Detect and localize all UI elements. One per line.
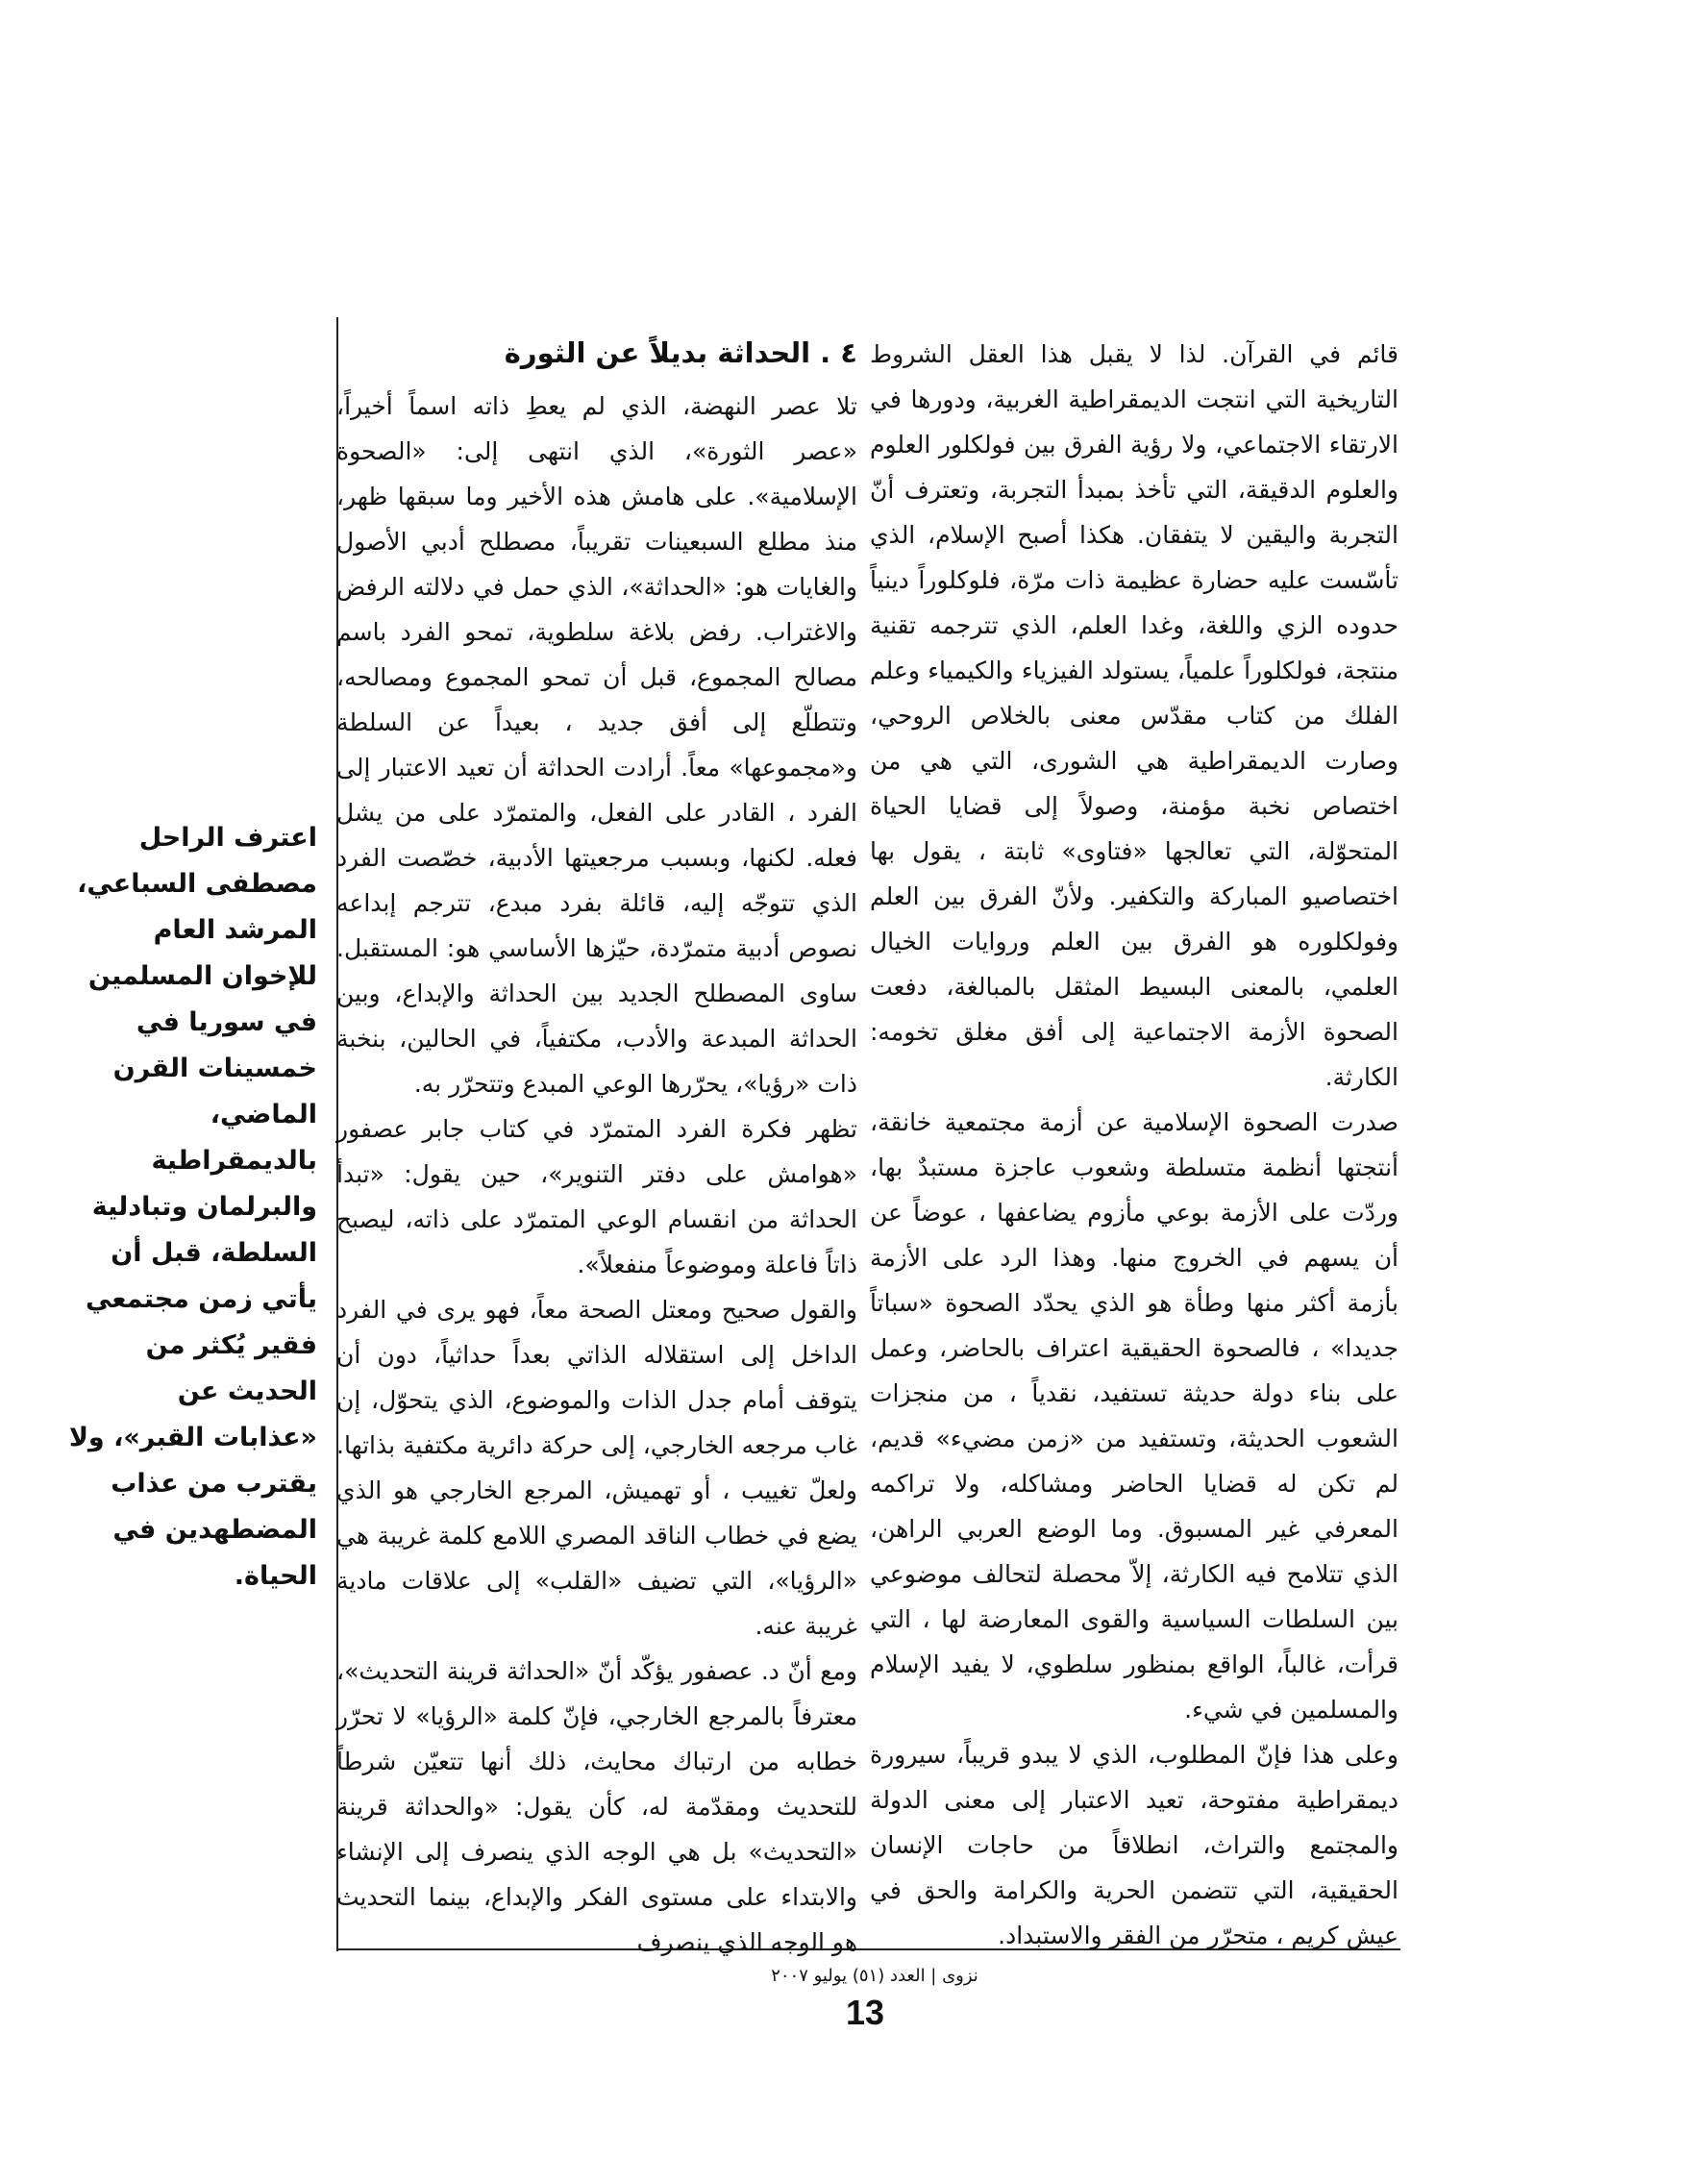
right-column	[870, 332, 1399, 1958]
paragraph: قائم في القرآن. لذا لا يقبل هذا العقل الشروط التاريخية التي انتجت الديمقراطية الغربية، ودورها في الارتقاء الاجتماعي، ولا رؤية الفرق بين فولكلور العلوم والعلوم الدقيقة، التي تأخذ بمبدأ التجربة، وتعترف أنّ التجربة واليقين لا يتفقان. هكذا أصبح الإسلام، الذي تأسّست عليه حضارة عظيمة ذات مرّة، فلوكلوراً دينياً حدوده الزي واللغة، وغدا العلم، الذي تترجمه تقنية منتجة، فولكلوراً علمياً، يستولد الفيزياء والكيمياء وعلم الفلك من كتاب مقدّس معنى بالخلاص الروحي، وصارت الديمقراطية هي الشورى، التي هي من اختصاص نخبة مؤمنة، وصولاً إلى قضايا الحياة المتحوّلة، التي تعالجها «فتاوى» ثابتة ، يقول بها اختصاصيو المباركة والتكفير. ولأنّ الفرق بين العلم وفولكلوره هو الفرق بين العلم وروايات الخيال العلمي، بالمعنى البسيط المثقل بالمبالغة، دفعت الصحوة الأزمة الاجتماعية إلى أفق مغلق تخومه: الكارثة.	[870, 340, 1399, 1091]
pull-quote: اعترف الراحل مصطفى السباعي، المرشد العام للإخوان المسلمين في سوريا في خمسينات القرن الماضي، بالديمقراطية والبرلمان وتبادلية السلطة، قبل أن يأتي زمن مجتمعي فقير يُكثر من الحديث عن «عذابات القبر»، ولا يقترب من عذاب المضطهدين في الحياة.	[68, 823, 317, 1591]
paragraph: ومع أنّ د. عصفور يؤكّد أنّ «الحداثة قرينة التحديث»، معترفاً بالمرجع الخارجي، فإنّ كلمة «الرؤيا» لا تحرّر خطابه من ارتباك محايث، ذلك أنها تتعيّن شرطاً للتحديث ومقدّمة له، كأن يقول: «والحداثة قرينة «التحديث» بل هي الوجه الذي ينصرف إلى الإنشاء والابتداء على مستوى الفكر والإبداع، بينما التحديث هو الوجه الذي ينصرف	[336, 1657, 857, 1956]
section-title: ٤ . الحداثة بديلاً عن الثورة	[504, 336, 857, 369]
paragraph: وعلى هذا فإنّ المطلوب، الذي لا يبدو قريباً، سيرورة ديمقراطية مفتوحة، تعيد الاعتبار إلى معنى الدولة والمجتمع والتراث، انطلاقاً من حاجات الإنسان الحقيقية، التي تتضمن الحرية والكرامة والحق في عيش كريم ، متحرّر من الفقر والاستبداد.	[870, 1741, 1399, 1949]
paragraph: تلا عصر النهضة، الذي لم يعطِ ذاته اسماً أخيراً، «عصر الثورة»، الذي انتهى إلى: «الصحوة الإسلامية». على هامش هذه الأخير وما سبقها ظهر، منذ مطلع السبعينات تقريباً، مصطلح أدبي الأصول والغايات هو: «الحداثة»، الذي حمل في دلالته الرفض والاغتراب. رفض بلاغة سلطوية، تمحو الفرد باسم مصالح المجموع، قبل أن تمحو المجموع ومصالحه، وتتطلّع إلى أفق جديد ، بعيداً عن السلطة و«مجموعها» معاً. أرادت الحداثة أن تعيد الاعتبار إلى الفرد ، القادر على الفعل، والمتمرّد على من يشل فعله. لكنها، وبسبب مرجعيتها الأدبية، خصّصت الفرد الذي تتوجّه إليه، قائلة بفرد مبدع، تترجم إبداعه نصوص أدبية متمرّدة، حيّزها الأساسي هو: المستقبل. ساوى المصطلح الجديد بين الحداثة والإبداع، وبين الحداثة المبدعة والأدب، مكتفياً، في الحالين، بنخبة ذات «رؤيا»، يحرّرها الوعي المبدع وتتحرّر به.	[336, 392, 857, 1098]
middle-column	[336, 332, 857, 1965]
paragraph: تظهر فكرة الفرد المتمرّد في كتاب جابر عصفور «هوامش على دفتر التنوير»، حين يقول: «تبدأ الحداثة من انقسام الوعي المتمرّد على ذاته، ليصبح ذاتاً فاعلة وموضوعاً منفعلاً».	[336, 1115, 857, 1278]
paragraph: صدرت الصحوة الإسلامية عن أزمة مجتمعية خانقة، أنتجتها أنظمة متسلطة وشعوب عاجزة مستبدٌ بها، وردّت على الأزمة بوعي مأزوم يضاعفها ، عوضاً عن أن يسهم في الخروج منها. وهذا الرد على الأزمة بأزمة أكثر منها وطأة هو الذي يحدّد الصحوة «سباتاً جديدا» ، فالصحوة الحقيقية اعتراف بالحاضر، وعمل على بناء دولة حديثة تستفيد، نقدياً ، من منجزات الشعوب الحديثة، وتستفيد من «زمن مضيء» قديم، لم تكن له قضايا الحاضر ومشاكله، ولا تراكمه المعرفي غير المسبوق. وما الوضع العربي الراهن، الذي تتلامح فيه الكارثة، إلاّ محصلة لتحالف موضوعي بين السلطات السياسية والقوى المعارضة لها ، التي قرأت، غالباً، الواقع بمنظور سلطوي، لا يفيد الإسلام والمسلمين في شيء.	[870, 1108, 1399, 1724]
paragraph: والقول صحيح ومعتل الصحة معاً، فهو يرى في الفرد الداخل إلى استقلاله الذاتي بعداً حداثياً، دون أن يتوقف أمام جدل الذات والموضوع، الذي يتحوّل، إن غاب مرجعه الخارجي، إلى حركة دائرية مكتفية بذاتها. ولعلّ تغييب ، أو تهميش، المرجع الخارجي هو الذي يضع في خطاب الناقد المصري اللامع كلمة غريبة هي «الرؤيا»، التي تضيف «القلب» إلى علاقات مادية غريبة عنه.	[336, 1296, 857, 1640]
issue-info: نزوى | العدد (٥١) يوليو ٢٠٠٧	[771, 1966, 978, 1986]
page-number: 13	[845, 1993, 885, 2032]
